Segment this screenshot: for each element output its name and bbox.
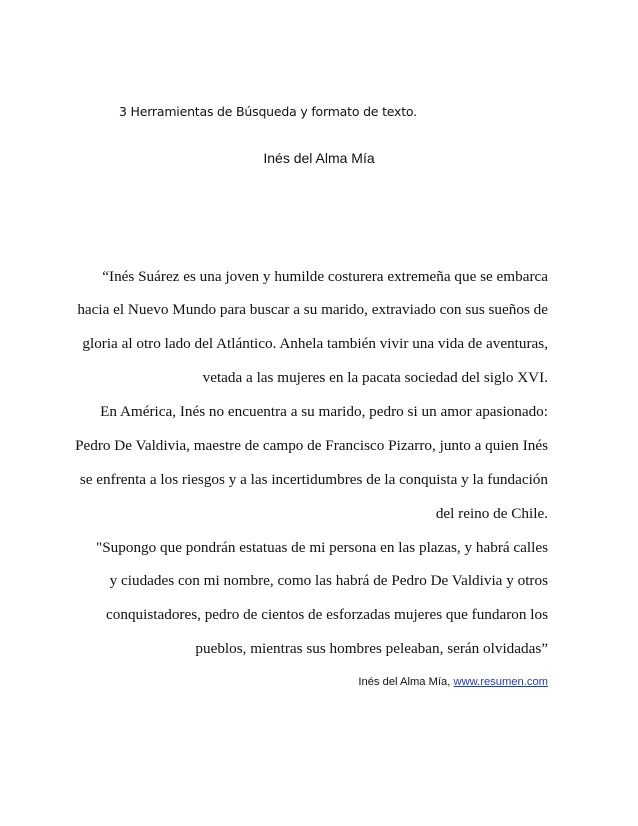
section-header: 3 Herramientas de Búsqueda y formato de texto. bbox=[119, 104, 417, 119]
source-link[interactable]: www.resumen.com bbox=[453, 676, 548, 688]
body-line-7: se enfrenta a los riesgos y a las incertidumbres de la conquista y la fundación bbox=[79, 471, 548, 488]
body-line-1: “Inés Suárez es una joven y humilde costurera extremeña que se embarca bbox=[102, 268, 548, 285]
body-line-12: pueblos, mientras sus hombres peleaban, serán olvidadas” bbox=[195, 640, 548, 657]
body-line-3: gloria al otro lado del Atlántico. Anhela también vivir una vida de aventuras, bbox=[82, 335, 548, 352]
body-line-2: hacia el Nuevo Mundo para buscar a su marido, extraviado con sus sueños de bbox=[77, 301, 548, 318]
body-line-4: vetada a las mujeres en la pacata sociedad del siglo XVI. bbox=[202, 369, 548, 386]
body-line-9: "Supongo que pondrán estatuas de mi persona en las plazas, y habrá calles bbox=[96, 539, 548, 556]
document-title: Inés del Alma Mía bbox=[263, 150, 375, 166]
body-line-5: En América, Inés no encuentra a su marido, pedro si un amor apasionado: bbox=[100, 403, 548, 420]
body-line-8: del reino de Chile. bbox=[435, 505, 548, 522]
body-line-11: conquistadores, pedro de cientos de esforzadas mujeres que fundaron los bbox=[106, 606, 548, 623]
source-text: Inés del Alma Mía, bbox=[358, 676, 454, 688]
source-caption bbox=[358, 676, 548, 688]
body-line-10: y ciudades con mi nombre, como las habrá de Pedro De Valdivia y otros bbox=[109, 572, 548, 589]
body-line-6: Pedro De Valdivia, maestre de campo de Francisco Pizarro, junto a quien Inés bbox=[75, 437, 548, 454]
